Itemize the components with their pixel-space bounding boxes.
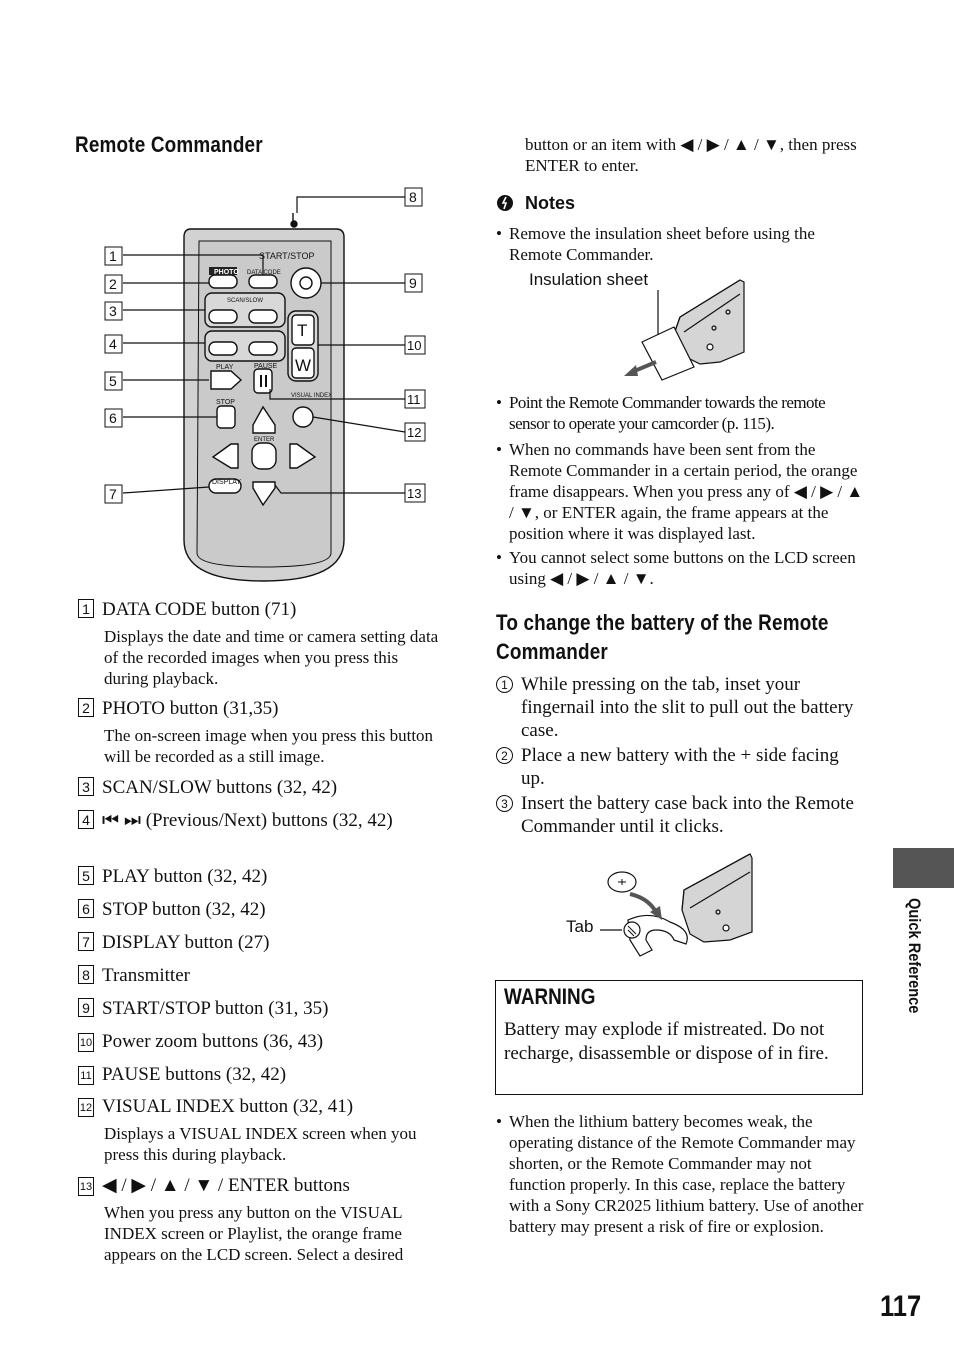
step-item: 1 While pressing on the tab, inset your fingernail into the slit to pull out the battery case. (496, 673, 864, 742)
remote-commander-illustration (95, 185, 435, 590)
notes-icon (496, 194, 514, 217)
note-item: • Point the Remote Commander towards the remote sensor to operate your camcorder (p. 115). (496, 393, 826, 433)
list-item: 11 PAUSE buttons (32, 42) (78, 1063, 438, 1086)
callout-7: 7 (109, 486, 117, 502)
side-tab-label: Quick Reference (905, 898, 924, 1014)
section-heading-battery: To change the battery of the Remote Commander (496, 610, 829, 664)
callout-2: 2 (109, 276, 117, 292)
remote-label-display: DISPLAY (212, 479, 242, 486)
list-item: 9 START/STOP button (31, 35) (78, 997, 438, 1020)
battery-change-illustration (600, 850, 760, 965)
remote-label-stop: STOP (216, 399, 235, 406)
item-description: When you press any button on the VISUAL INDEX screen or Playlist, the orange frame appears on the LCD screen. Select a desired (104, 1203, 404, 1264)
item-description: Displays the date and time or camera setting data of the recorded images when you press this during playback. (104, 627, 439, 688)
note-item: • When the lithium battery becomes weak, the operating distance of the Remote Commander may shorten, or the Remote Commander may not function properly. In this case, replace the battery with a Sony CR2025 lithium battery. Use of another battery may present a risk of fire or explosion. (496, 1112, 864, 1236)
page-number: 117 (880, 1290, 922, 1323)
step-item: 2 Place a new battery with the + side facing up. (496, 744, 864, 790)
remote-label-t: T (297, 321, 308, 340)
notes-heading: Notes (525, 193, 576, 213)
list-item: 3 SCAN/SLOW buttons (32, 42) (78, 776, 438, 799)
remote-label-play: PLAY (216, 364, 234, 371)
list-item: 2 PHOTO button (31,35) (78, 697, 438, 720)
callout-12: 12 (407, 425, 422, 440)
item-description: Displays a VISUAL INDEX screen when you press this during playback. (104, 1124, 417, 1164)
callout-5: 5 (109, 373, 117, 389)
warning-box (495, 980, 863, 1095)
list-item: 10 Power zoom buttons (36, 43) (79, 1031, 324, 1052)
remote-label-start-stop: START/STOP (259, 251, 315, 261)
remote-label-scan-slow: SCAN/SLOW (227, 298, 264, 304)
tab-label: Tab (566, 917, 594, 936)
list-item: 7 DISPLAY button (27) (78, 931, 438, 954)
remote-label-pause: PAUSE (254, 363, 278, 370)
callout-11: 11 (407, 392, 421, 407)
step-item: 3 Insert the battery case back into the Remote Commander until it clicks. (496, 792, 864, 838)
section-heading-remote-commander: Remote Commander (75, 132, 263, 157)
callout-13: 13 (407, 486, 422, 501)
callout-4: 4 (109, 336, 117, 352)
insulation-sheet-illustration (610, 272, 760, 387)
list-item: 13 ◀ / ▶ / ▲ / ▼ / ENTER buttons (79, 1175, 350, 1196)
remote-label-enter: ENTER (254, 437, 275, 443)
list-item: 6 STOP button (32, 42) (78, 898, 438, 921)
remote-label-photo: PHOTO (214, 269, 239, 276)
insulation-sheet-label: Insulation sheet (529, 270, 649, 289)
callout-6: 6 (109, 410, 117, 426)
item-description: The on-screen image when you press this button will be recorded as a still image. (104, 726, 434, 766)
callout-3: 3 (109, 303, 117, 319)
list-item: 1 DATA CODE button (71) (78, 598, 438, 621)
note-item: • When no commands have been sent from the Remote Commander in a certain period, the orange frame disappears. When you press any of ◀ / ▶ / ▲ / ▼, or ENTER again, the frame appears at the position where it was displayed last. (496, 440, 864, 543)
list-item: 4 ⏮ ⏭ (Previous/Next) buttons (32, 42) (78, 809, 442, 832)
note-item: • Remove the insulation sheet before using the Remote Commander. (496, 224, 815, 264)
callout-8: 8 (409, 189, 417, 205)
remote-label-data-code: DATA CODE (247, 270, 281, 276)
warning-text: Battery may explode if mistreated. Do not recharge, disassemble or dispose of in fire. (504, 1019, 829, 1064)
list-item: 12 VISUAL INDEX button (32, 41) (79, 1096, 354, 1117)
note-item: • You cannot select some buttons on the LCD screen using ◀ / ▶ / ▲ / ▼. (496, 548, 856, 588)
callout-1: 1 (109, 248, 117, 264)
callout-9: 9 (409, 275, 417, 291)
warning-title: WARNING (504, 984, 596, 1009)
remote-label-visual-index: VISUAL INDEX (291, 393, 333, 399)
continued-text: button or an item with ◀ / ▶ / ▲ / ▼, then press ENTER to enter. (525, 135, 857, 175)
side-tab-marker (893, 848, 954, 888)
remote-label-w: W (295, 356, 312, 375)
list-item: 8 Transmitter (78, 964, 438, 987)
callout-10: 10 (407, 338, 422, 353)
list-item: 5 PLAY button (32, 42) (78, 865, 438, 888)
